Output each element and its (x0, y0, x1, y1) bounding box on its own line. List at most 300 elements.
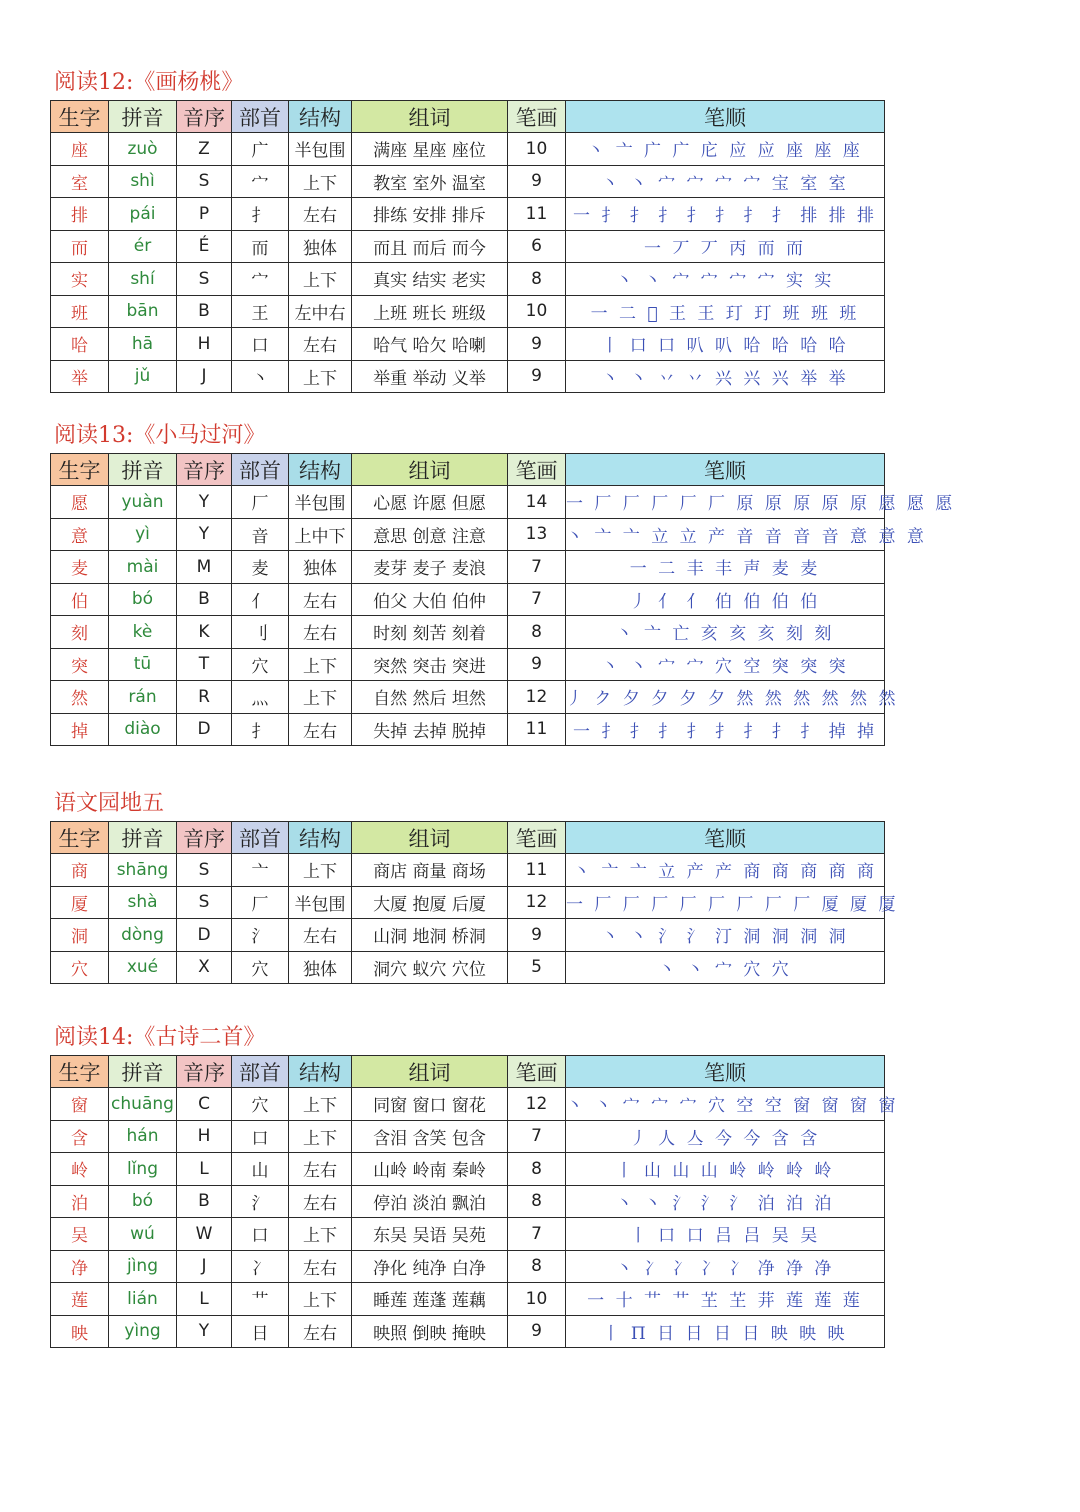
stroke-order-cell: 一 二 丰 丰 声 麦 麦 (566, 551, 885, 584)
pinyin-cell: chuāng (109, 1088, 177, 1121)
structure-cell: 半包围 (289, 886, 352, 919)
stroke-count-cell: 12 (508, 681, 566, 714)
character-table (50, 100, 885, 393)
stroke-count-cell: 9 (508, 328, 566, 361)
header-stroke-count: 笔画 (508, 1056, 566, 1088)
radical-cell: 麦 (232, 551, 289, 584)
words-cell: 上班 班长 班级 (352, 295, 508, 328)
header-row (51, 822, 885, 854)
stroke-count-cell: 5 (508, 951, 566, 984)
structure-cell: 左右 (289, 919, 352, 952)
stroke-order-cell: 丶 丶 宀 宀 宀 宀 宝 室 室 (566, 165, 885, 198)
character-cell: 莲 (51, 1283, 109, 1316)
initial-cell: B (177, 583, 232, 616)
radical-cell: 宀 (232, 165, 289, 198)
table-row (51, 583, 885, 616)
initial-cell: X (177, 951, 232, 984)
radical-cell: 丶 (232, 360, 289, 393)
table-row (51, 854, 885, 887)
initial-cell: T (177, 648, 232, 681)
table-row (51, 486, 885, 519)
character-cell: 然 (51, 681, 109, 714)
table-row (51, 1250, 885, 1283)
words-cell: 突然 突击 突进 (352, 648, 508, 681)
stroke-count-cell: 8 (508, 263, 566, 296)
structure-cell: 独体 (289, 230, 352, 263)
header-pinyin: 拼音 (109, 101, 177, 133)
stroke-count-cell: 10 (508, 133, 566, 166)
header-initial: 音序 (177, 454, 232, 486)
pinyin-cell: lǐng (109, 1153, 177, 1186)
table-row (51, 951, 885, 984)
initial-cell: L (177, 1153, 232, 1186)
structure-cell: 左右 (289, 713, 352, 746)
header-initial: 音序 (177, 101, 232, 133)
words-cell: 同窗 窗口 窗花 (352, 1088, 508, 1121)
header-stroke-count: 笔画 (508, 454, 566, 486)
initial-cell: Y (177, 518, 232, 551)
header-radical: 部首 (232, 1056, 289, 1088)
stroke-count-cell: 11 (508, 854, 566, 887)
words-cell: 真实 结实 老实 (352, 263, 508, 296)
table-row (51, 263, 885, 296)
header-pinyin: 拼音 (109, 454, 177, 486)
radical-cell: 口 (232, 1120, 289, 1153)
words-cell: 哈气 哈欠 哈喇 (352, 328, 508, 361)
pinyin-cell: mài (109, 551, 177, 584)
stroke-order-cell: 丶 丶 宀 宀 宀 穴 空 空 窗 窗 窗 窗 (566, 1088, 885, 1121)
character-cell: 哈 (51, 328, 109, 361)
character-cell: 岭 (51, 1153, 109, 1186)
initial-cell: J (177, 360, 232, 393)
table-row (51, 328, 885, 361)
words-cell: 东吴 吴语 吴苑 (352, 1218, 508, 1251)
header-stroke-order: 笔顺 (566, 822, 885, 854)
stroke-count-cell: 8 (508, 1250, 566, 1283)
words-cell: 净化 纯净 白净 (352, 1250, 508, 1283)
stroke-count-cell: 9 (508, 360, 566, 393)
stroke-order-cell: 一 扌 扌 扌 扌 扌 扌 扌 排 排 排 (566, 198, 885, 231)
structure-cell: 上下 (289, 263, 352, 296)
table-row (51, 133, 885, 166)
stroke-order-cell: 丶 丶 宀 宀 宀 宀 实 实 (566, 263, 885, 296)
header-initial: 音序 (177, 1056, 232, 1088)
pinyin-cell: jǔ (109, 360, 177, 393)
table-row (51, 1315, 885, 1348)
character-cell: 室 (51, 165, 109, 198)
stroke-count-cell: 7 (508, 1218, 566, 1251)
header-stroke-count: 笔画 (508, 101, 566, 133)
stroke-count-cell: 6 (508, 230, 566, 263)
section-title: 阅读13:《小马过河》 (54, 423, 266, 448)
initial-cell: P (177, 198, 232, 231)
initial-cell: H (177, 328, 232, 361)
section-title: 阅读12:《画杨桃》 (54, 70, 244, 95)
radical-cell: 厂 (232, 486, 289, 519)
stroke-order-cell: 丶 亠 亡 亥 亥 亥 刻 刻 (566, 616, 885, 649)
words-cell: 商店 商量 商场 (352, 854, 508, 887)
radical-cell: 扌 (232, 713, 289, 746)
radical-cell: 厂 (232, 886, 289, 919)
table-row (51, 919, 885, 952)
initial-cell: D (177, 919, 232, 952)
table-row (51, 360, 885, 393)
stroke-order-cell: 一 二 𠀆 王 王 玎 玎 班 班 班 (566, 295, 885, 328)
initial-cell: Y (177, 1315, 232, 1348)
header-character: 生字 (51, 454, 109, 486)
radical-cell: 艹 (232, 1283, 289, 1316)
initial-cell: B (177, 1185, 232, 1218)
structure-cell: 左中右 (289, 295, 352, 328)
words-cell: 停泊 淡泊 飘泊 (352, 1185, 508, 1218)
radical-cell: 日 (232, 1315, 289, 1348)
section-1 (50, 66, 884, 393)
stroke-count-cell: 14 (508, 486, 566, 519)
pinyin-cell: shí (109, 263, 177, 296)
character-table (50, 1055, 899, 1348)
section-2 (50, 419, 956, 746)
initial-cell: B (177, 295, 232, 328)
stroke-order-cell: 丨 口 口 叭 叭 哈 哈 哈 哈 (566, 328, 885, 361)
stroke-order-cell: 一 厂 厂 厂 厂 厂 原 原 原 原 原 愿 愿 愿 (566, 486, 885, 519)
radical-cell: 冫 (232, 1250, 289, 1283)
structure-cell: 上下 (289, 854, 352, 887)
stroke-order-cell: 一 十 艹 艹 芏 芏 茾 莲 莲 莲 (566, 1283, 885, 1316)
character-cell: 含 (51, 1120, 109, 1153)
table-row (51, 1120, 885, 1153)
pinyin-cell: jìng (109, 1250, 177, 1283)
initial-cell: M (177, 551, 232, 584)
words-cell: 睡莲 莲蓬 莲藕 (352, 1283, 508, 1316)
table-row (51, 165, 885, 198)
words-cell: 大厦 抱厦 后厦 (352, 886, 508, 919)
character-cell: 排 (51, 198, 109, 231)
header-character: 生字 (51, 822, 109, 854)
pinyin-cell: hā (109, 328, 177, 361)
words-cell: 山洞 地洞 桥洞 (352, 919, 508, 952)
stroke-count-cell: 9 (508, 648, 566, 681)
pinyin-cell: yuàn (109, 486, 177, 519)
character-cell: 净 (51, 1250, 109, 1283)
pinyin-cell: shà (109, 886, 177, 919)
initial-cell: H (177, 1120, 232, 1153)
stroke-order-cell: 丨 Π 日 日 日 日 映 映 映 (566, 1315, 885, 1348)
character-cell: 突 (51, 648, 109, 681)
header-stroke-order: 笔顺 (566, 1056, 885, 1088)
radical-cell: 广 (232, 133, 289, 166)
initial-cell: Y (177, 486, 232, 519)
character-cell: 麦 (51, 551, 109, 584)
character-cell: 实 (51, 263, 109, 296)
structure-cell: 上下 (289, 165, 352, 198)
pinyin-cell: hán (109, 1120, 177, 1153)
structure-cell: 左右 (289, 328, 352, 361)
initial-cell: W (177, 1218, 232, 1251)
header-character: 生字 (51, 101, 109, 133)
structure-cell: 上中下 (289, 518, 352, 551)
header-radical: 部首 (232, 454, 289, 486)
stroke-order-cell: 丶 亠 亠 立 立 产 音 音 音 音 意 意 意 (566, 518, 885, 551)
structure-cell: 独体 (289, 551, 352, 584)
character-cell: 吴 (51, 1218, 109, 1251)
pinyin-cell: yì (109, 518, 177, 551)
stroke-count-cell: 10 (508, 1283, 566, 1316)
pinyin-cell: xué (109, 951, 177, 984)
table-row (51, 551, 885, 584)
header-words: 组词 (352, 1056, 508, 1088)
header-row (51, 454, 885, 486)
stroke-order-cell: 丿 人 亼 今 今 含 含 (566, 1120, 885, 1153)
character-cell: 洞 (51, 919, 109, 952)
initial-cell: S (177, 886, 232, 919)
stroke-order-cell: 丨 山 山 山 岭 岭 岭 岭 (566, 1153, 885, 1186)
radical-cell: 穴 (232, 951, 289, 984)
table-row (51, 1283, 885, 1316)
table-row (51, 1185, 885, 1218)
character-cell: 举 (51, 360, 109, 393)
words-cell: 而且 而后 而今 (352, 230, 508, 263)
stroke-order-cell: 丶 丶 氵 氵 氵 泊 泊 泊 (566, 1185, 885, 1218)
initial-cell: K (177, 616, 232, 649)
words-cell: 教室 室外 温室 (352, 165, 508, 198)
character-cell: 掉 (51, 713, 109, 746)
stroke-order-cell: 丶 丶 宀 宀 穴 空 突 突 突 (566, 648, 885, 681)
stroke-order-cell: 丶 丶 丷 丷 兴 兴 兴 举 举 (566, 360, 885, 393)
structure-cell: 独体 (289, 951, 352, 984)
pinyin-cell: pái (109, 198, 177, 231)
stroke-count-cell: 9 (508, 165, 566, 198)
words-cell: 山岭 岭南 秦岭 (352, 1153, 508, 1186)
structure-cell: 左右 (289, 1250, 352, 1283)
initial-cell: J (177, 1250, 232, 1283)
table-row (51, 616, 885, 649)
character-cell: 厦 (51, 886, 109, 919)
initial-cell: Z (177, 133, 232, 166)
structure-cell: 上下 (289, 681, 352, 714)
stroke-order-cell: 丿 ク 夕 夕 夕 夕 然 然 然 然 然 然 (566, 681, 885, 714)
pinyin-cell: shì (109, 165, 177, 198)
stroke-order-cell: 一 扌 扌 扌 扌 扌 扌 扌 扌 掉 掉 (566, 713, 885, 746)
table-row (51, 1218, 885, 1251)
radical-cell: 刂 (232, 616, 289, 649)
stroke-count-cell: 11 (508, 198, 566, 231)
character-cell: 伯 (51, 583, 109, 616)
pinyin-cell: wú (109, 1218, 177, 1251)
pinyin-cell: rán (109, 681, 177, 714)
stroke-order-cell: 丿 亻 亻 伯 伯 伯 伯 (566, 583, 885, 616)
header-words: 组词 (352, 101, 508, 133)
stroke-count-cell: 12 (508, 886, 566, 919)
header-initial: 音序 (177, 822, 232, 854)
stroke-count-cell: 7 (508, 551, 566, 584)
character-cell: 班 (51, 295, 109, 328)
stroke-order-cell: 丶 亠 亠 立 产 产 商 商 商 商 商 (566, 854, 885, 887)
stroke-order-cell: 丶 丶 宀 穴 穴 (566, 951, 885, 984)
radical-cell: 亻 (232, 583, 289, 616)
structure-cell: 上下 (289, 1218, 352, 1251)
radical-cell: 穴 (232, 1088, 289, 1121)
radical-cell: 亠 (232, 854, 289, 887)
pinyin-cell: bān (109, 295, 177, 328)
stroke-count-cell: 8 (508, 616, 566, 649)
stroke-order-cell: 丶 丶 氵 氵 汀 洞 洞 洞 洞 (566, 919, 885, 952)
character-cell: 意 (51, 518, 109, 551)
initial-cell: C (177, 1088, 232, 1121)
table-row (51, 713, 885, 746)
words-cell: 举重 举动 义举 (352, 360, 508, 393)
header-stroke-order: 笔顺 (566, 454, 885, 486)
pinyin-cell: kè (109, 616, 177, 649)
words-cell: 洞穴 蚁穴 穴位 (352, 951, 508, 984)
header-words: 组词 (352, 822, 508, 854)
radical-cell: 穴 (232, 648, 289, 681)
pinyin-cell: bó (109, 583, 177, 616)
initial-cell: D (177, 713, 232, 746)
words-cell: 麦芽 麦子 麦浪 (352, 551, 508, 584)
section-title: 语文园地五 (54, 791, 165, 816)
pinyin-cell: tū (109, 648, 177, 681)
table-row (51, 1088, 885, 1121)
character-cell: 窗 (51, 1088, 109, 1121)
stroke-order-cell: 丨 口 口 吕 吕 吴 吴 (566, 1218, 885, 1251)
section-title: 阅读14:《古诗二首》 (54, 1025, 266, 1050)
structure-cell: 上下 (289, 648, 352, 681)
words-cell: 意思 创意 注意 (352, 518, 508, 551)
character-cell: 泊 (51, 1185, 109, 1218)
radical-cell: 而 (232, 230, 289, 263)
structure-cell: 上下 (289, 1283, 352, 1316)
table-row (51, 230, 885, 263)
character-table (50, 453, 956, 746)
radical-cell: 灬 (232, 681, 289, 714)
words-cell: 心愿 许愿 但愿 (352, 486, 508, 519)
structure-cell: 左右 (289, 1185, 352, 1218)
structure-cell: 左右 (289, 583, 352, 616)
stroke-count-cell: 10 (508, 295, 566, 328)
character-cell: 穴 (51, 951, 109, 984)
character-cell: 商 (51, 854, 109, 887)
section-4 (50, 1021, 899, 1348)
structure-cell: 左右 (289, 1315, 352, 1348)
stroke-count-cell: 8 (508, 1153, 566, 1186)
pinyin-cell: lián (109, 1283, 177, 1316)
radical-cell: 口 (232, 1218, 289, 1251)
stroke-order-cell: 一 丆 丆 丙 而 而 (566, 230, 885, 263)
radical-cell: 音 (232, 518, 289, 551)
radical-cell: 王 (232, 295, 289, 328)
radical-cell: 氵 (232, 1185, 289, 1218)
stroke-count-cell: 7 (508, 1120, 566, 1153)
header-pinyin: 拼音 (109, 1056, 177, 1088)
character-cell: 而 (51, 230, 109, 263)
character-cell: 刻 (51, 616, 109, 649)
character-cell: 座 (51, 133, 109, 166)
pinyin-cell: shāng (109, 854, 177, 887)
header-radical: 部首 (232, 822, 289, 854)
radical-cell: 扌 (232, 198, 289, 231)
section-3 (50, 787, 899, 984)
radical-cell: 山 (232, 1153, 289, 1186)
header-pinyin: 拼音 (109, 822, 177, 854)
structure-cell: 半包围 (289, 486, 352, 519)
header-character: 生字 (51, 1056, 109, 1088)
pinyin-cell: bó (109, 1185, 177, 1218)
words-cell: 含泪 含笑 包含 (352, 1120, 508, 1153)
initial-cell: R (177, 681, 232, 714)
header-row (51, 101, 885, 133)
header-stroke-order: 笔顺 (566, 101, 885, 133)
header-structure: 结构 (289, 454, 352, 486)
words-cell: 排练 安排 排斥 (352, 198, 508, 231)
stroke-count-cell: 12 (508, 1088, 566, 1121)
radical-cell: 氵 (232, 919, 289, 952)
table-row (51, 518, 885, 551)
stroke-count-cell: 9 (508, 919, 566, 952)
structure-cell: 上下 (289, 1088, 352, 1121)
structure-cell: 左右 (289, 616, 352, 649)
initial-cell: É (177, 230, 232, 263)
stroke-count-cell: 8 (508, 1185, 566, 1218)
words-cell: 伯父 大伯 伯仲 (352, 583, 508, 616)
structure-cell: 上下 (289, 1120, 352, 1153)
stroke-count-cell: 11 (508, 713, 566, 746)
header-row (51, 1056, 885, 1088)
table-row (51, 1153, 885, 1186)
radical-cell: 宀 (232, 263, 289, 296)
words-cell: 失掉 去掉 脱掉 (352, 713, 508, 746)
stroke-count-cell: 13 (508, 518, 566, 551)
initial-cell: S (177, 854, 232, 887)
stroke-order-cell: 丶 冫 冫 冫 冫 净 净 净 (566, 1250, 885, 1283)
table-row (51, 886, 885, 919)
initial-cell: S (177, 263, 232, 296)
radical-cell: 口 (232, 328, 289, 361)
words-cell: 时刻 刻苦 刻着 (352, 616, 508, 649)
pinyin-cell: zuò (109, 133, 177, 166)
pinyin-cell: dòng (109, 919, 177, 952)
initial-cell: S (177, 165, 232, 198)
table-row (51, 198, 885, 231)
character-table (50, 821, 899, 984)
header-stroke-count: 笔画 (508, 822, 566, 854)
table-row (51, 681, 885, 714)
character-cell: 愿 (51, 486, 109, 519)
words-cell: 映照 倒映 掩映 (352, 1315, 508, 1348)
table-row (51, 648, 885, 681)
header-words: 组词 (352, 454, 508, 486)
words-cell: 满座 星座 座位 (352, 133, 508, 166)
table-row (51, 295, 885, 328)
pinyin-cell: yìng (109, 1315, 177, 1348)
header-structure: 结构 (289, 822, 352, 854)
stroke-order-cell: 一 厂 厂 厂 厂 厂 厂 厂 厂 厦 厦 厦 (566, 886, 885, 919)
structure-cell: 左右 (289, 198, 352, 231)
stroke-count-cell: 9 (508, 1315, 566, 1348)
words-cell: 自然 然后 坦然 (352, 681, 508, 714)
pinyin-cell: ér (109, 230, 177, 263)
header-radical: 部首 (232, 101, 289, 133)
structure-cell: 左右 (289, 1153, 352, 1186)
header-structure: 结构 (289, 1056, 352, 1088)
stroke-order-cell: 丶 亠 广 广 庀 应 应 座 座 座 (566, 133, 885, 166)
initial-cell: L (177, 1283, 232, 1316)
character-cell: 映 (51, 1315, 109, 1348)
stroke-count-cell: 7 (508, 583, 566, 616)
header-structure: 结构 (289, 101, 352, 133)
pinyin-cell: diào (109, 713, 177, 746)
structure-cell: 半包围 (289, 133, 352, 166)
structure-cell: 上下 (289, 360, 352, 393)
